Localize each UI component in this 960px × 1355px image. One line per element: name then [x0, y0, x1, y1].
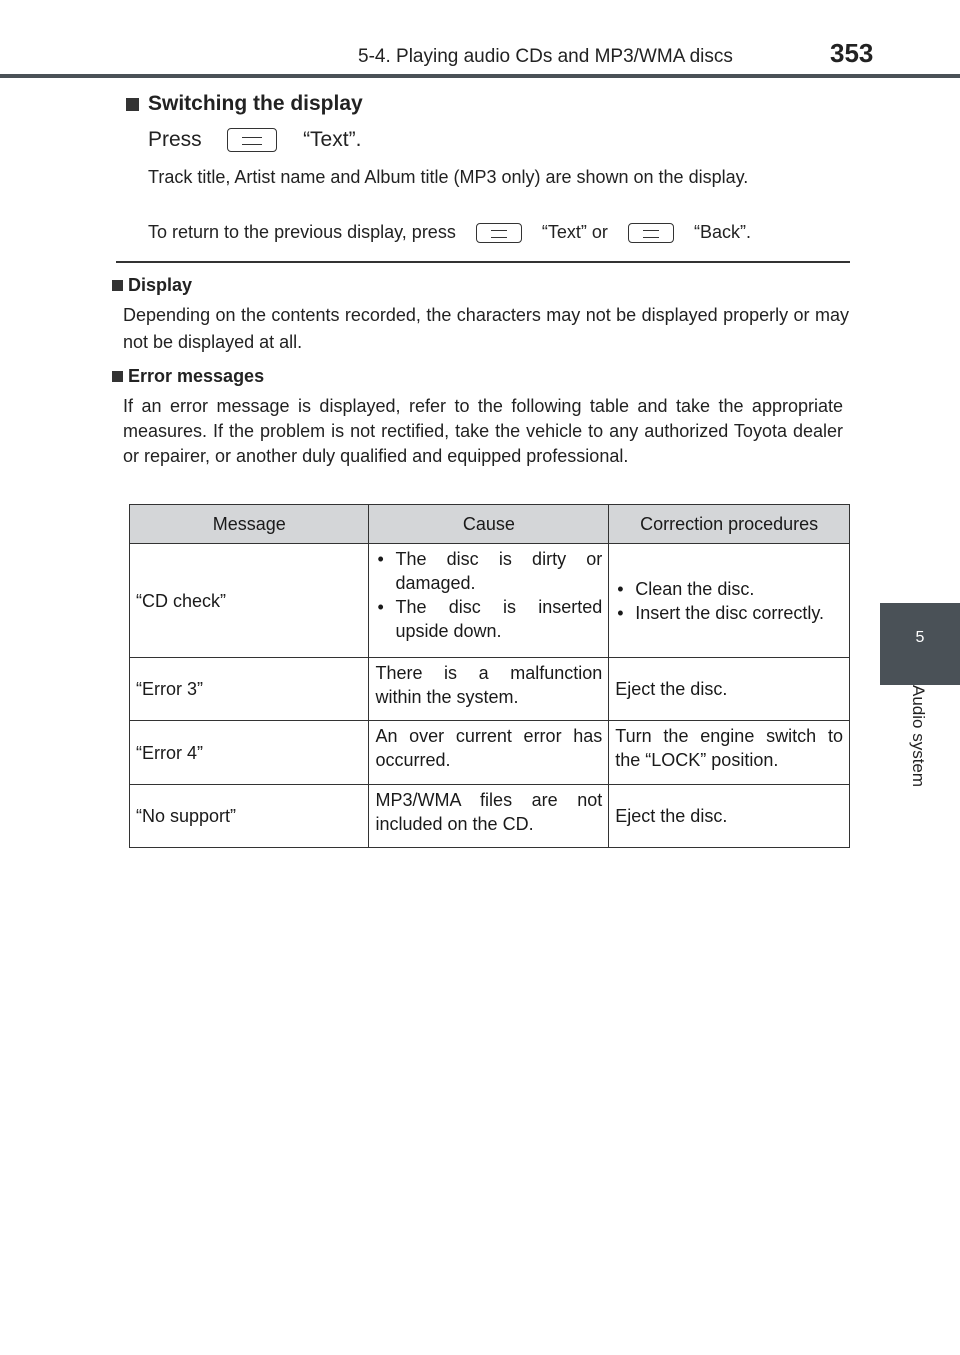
return-prefix: To return to the previous display, press: [148, 222, 456, 242]
display-heading: [112, 275, 412, 299]
message-cell: “Error 3”: [130, 658, 369, 721]
menu-button-icon: [628, 223, 674, 243]
error-messages-heading-text: Error messages: [128, 366, 265, 386]
chapter-label: Audio system: [909, 685, 928, 788]
menu-button-icon: [476, 223, 522, 243]
error-table: [129, 504, 850, 848]
square-bullet-icon: [112, 280, 123, 291]
list-item: • Insert the disc correctly.: [615, 601, 843, 625]
column-header: Cause: [369, 505, 609, 544]
switching-heading-text: Switching the display: [148, 92, 363, 115]
table-row: [130, 721, 850, 785]
switching-heading: [126, 92, 526, 120]
return-suffix: “Back”.: [693, 222, 751, 242]
error-messages-heading: [112, 366, 412, 390]
message-cell: “Error 4”: [130, 721, 369, 785]
press-target: “Text”.: [303, 128, 362, 151]
cause-cell: An over current error has occurred.: [369, 721, 609, 785]
list-item: • The disc is dirty or damaged.: [375, 547, 602, 595]
chapter-label-area: [880, 685, 960, 825]
table-row: [130, 544, 850, 658]
switching-note: Track title, Artist name and Album title (MP3 only) are shown on the display.: [148, 167, 749, 187]
correction-cell: Turn the engine switch to the “LOCK” position.: [609, 721, 850, 785]
list-item: • Clean the disc.: [615, 577, 843, 601]
chapter-tab: [880, 603, 960, 685]
column-header: Message: [130, 505, 369, 544]
display-heading-text: Display: [128, 275, 193, 295]
page-number: 353: [830, 38, 874, 68]
header-rule: [0, 74, 960, 78]
return-instruction: [148, 220, 848, 244]
column-header: Correction procedures: [609, 505, 850, 544]
header-title: 5-4. Playing audio CDs and MP3/WMA discs: [358, 46, 733, 67]
correction-cell: [609, 544, 850, 658]
list-item: • The disc is inserted upside down.: [375, 595, 602, 643]
square-bullet-icon: [126, 98, 139, 111]
correction-cell: Eject the disc.: [609, 658, 850, 721]
cause-cell: [369, 544, 609, 658]
table-header-row: [130, 505, 850, 544]
table-row: [130, 785, 850, 848]
return-mid: “Text” or: [541, 222, 608, 242]
message-cell: “No support”: [130, 785, 369, 848]
cause-cell: There is a malfunction within the system.: [369, 658, 609, 721]
press-instruction: [148, 128, 361, 152]
display-body: Depending on the contents recorded, the characters may not be displayed properly or may not be displayed at all.: [123, 305, 849, 352]
menu-button-icon: [227, 128, 277, 152]
press-word: Press: [148, 128, 202, 151]
cause-cell: MP3/WMA files are not included on the CD.: [369, 785, 609, 848]
table-row: [130, 658, 850, 721]
error-messages-body: If an error message is displayed, refer to the following table and take the appropriate measures. If the problem is not rectified, take the vehicle to any authorized Toyota dealer or repairer, or another duly qualified and equipped professional.: [123, 396, 843, 466]
correction-cell: Eject the disc.: [609, 785, 850, 848]
message-cell: “CD check”: [130, 544, 369, 658]
section-divider: [116, 261, 850, 263]
chapter-number: 5: [915, 629, 925, 646]
square-bullet-icon: [112, 371, 123, 382]
